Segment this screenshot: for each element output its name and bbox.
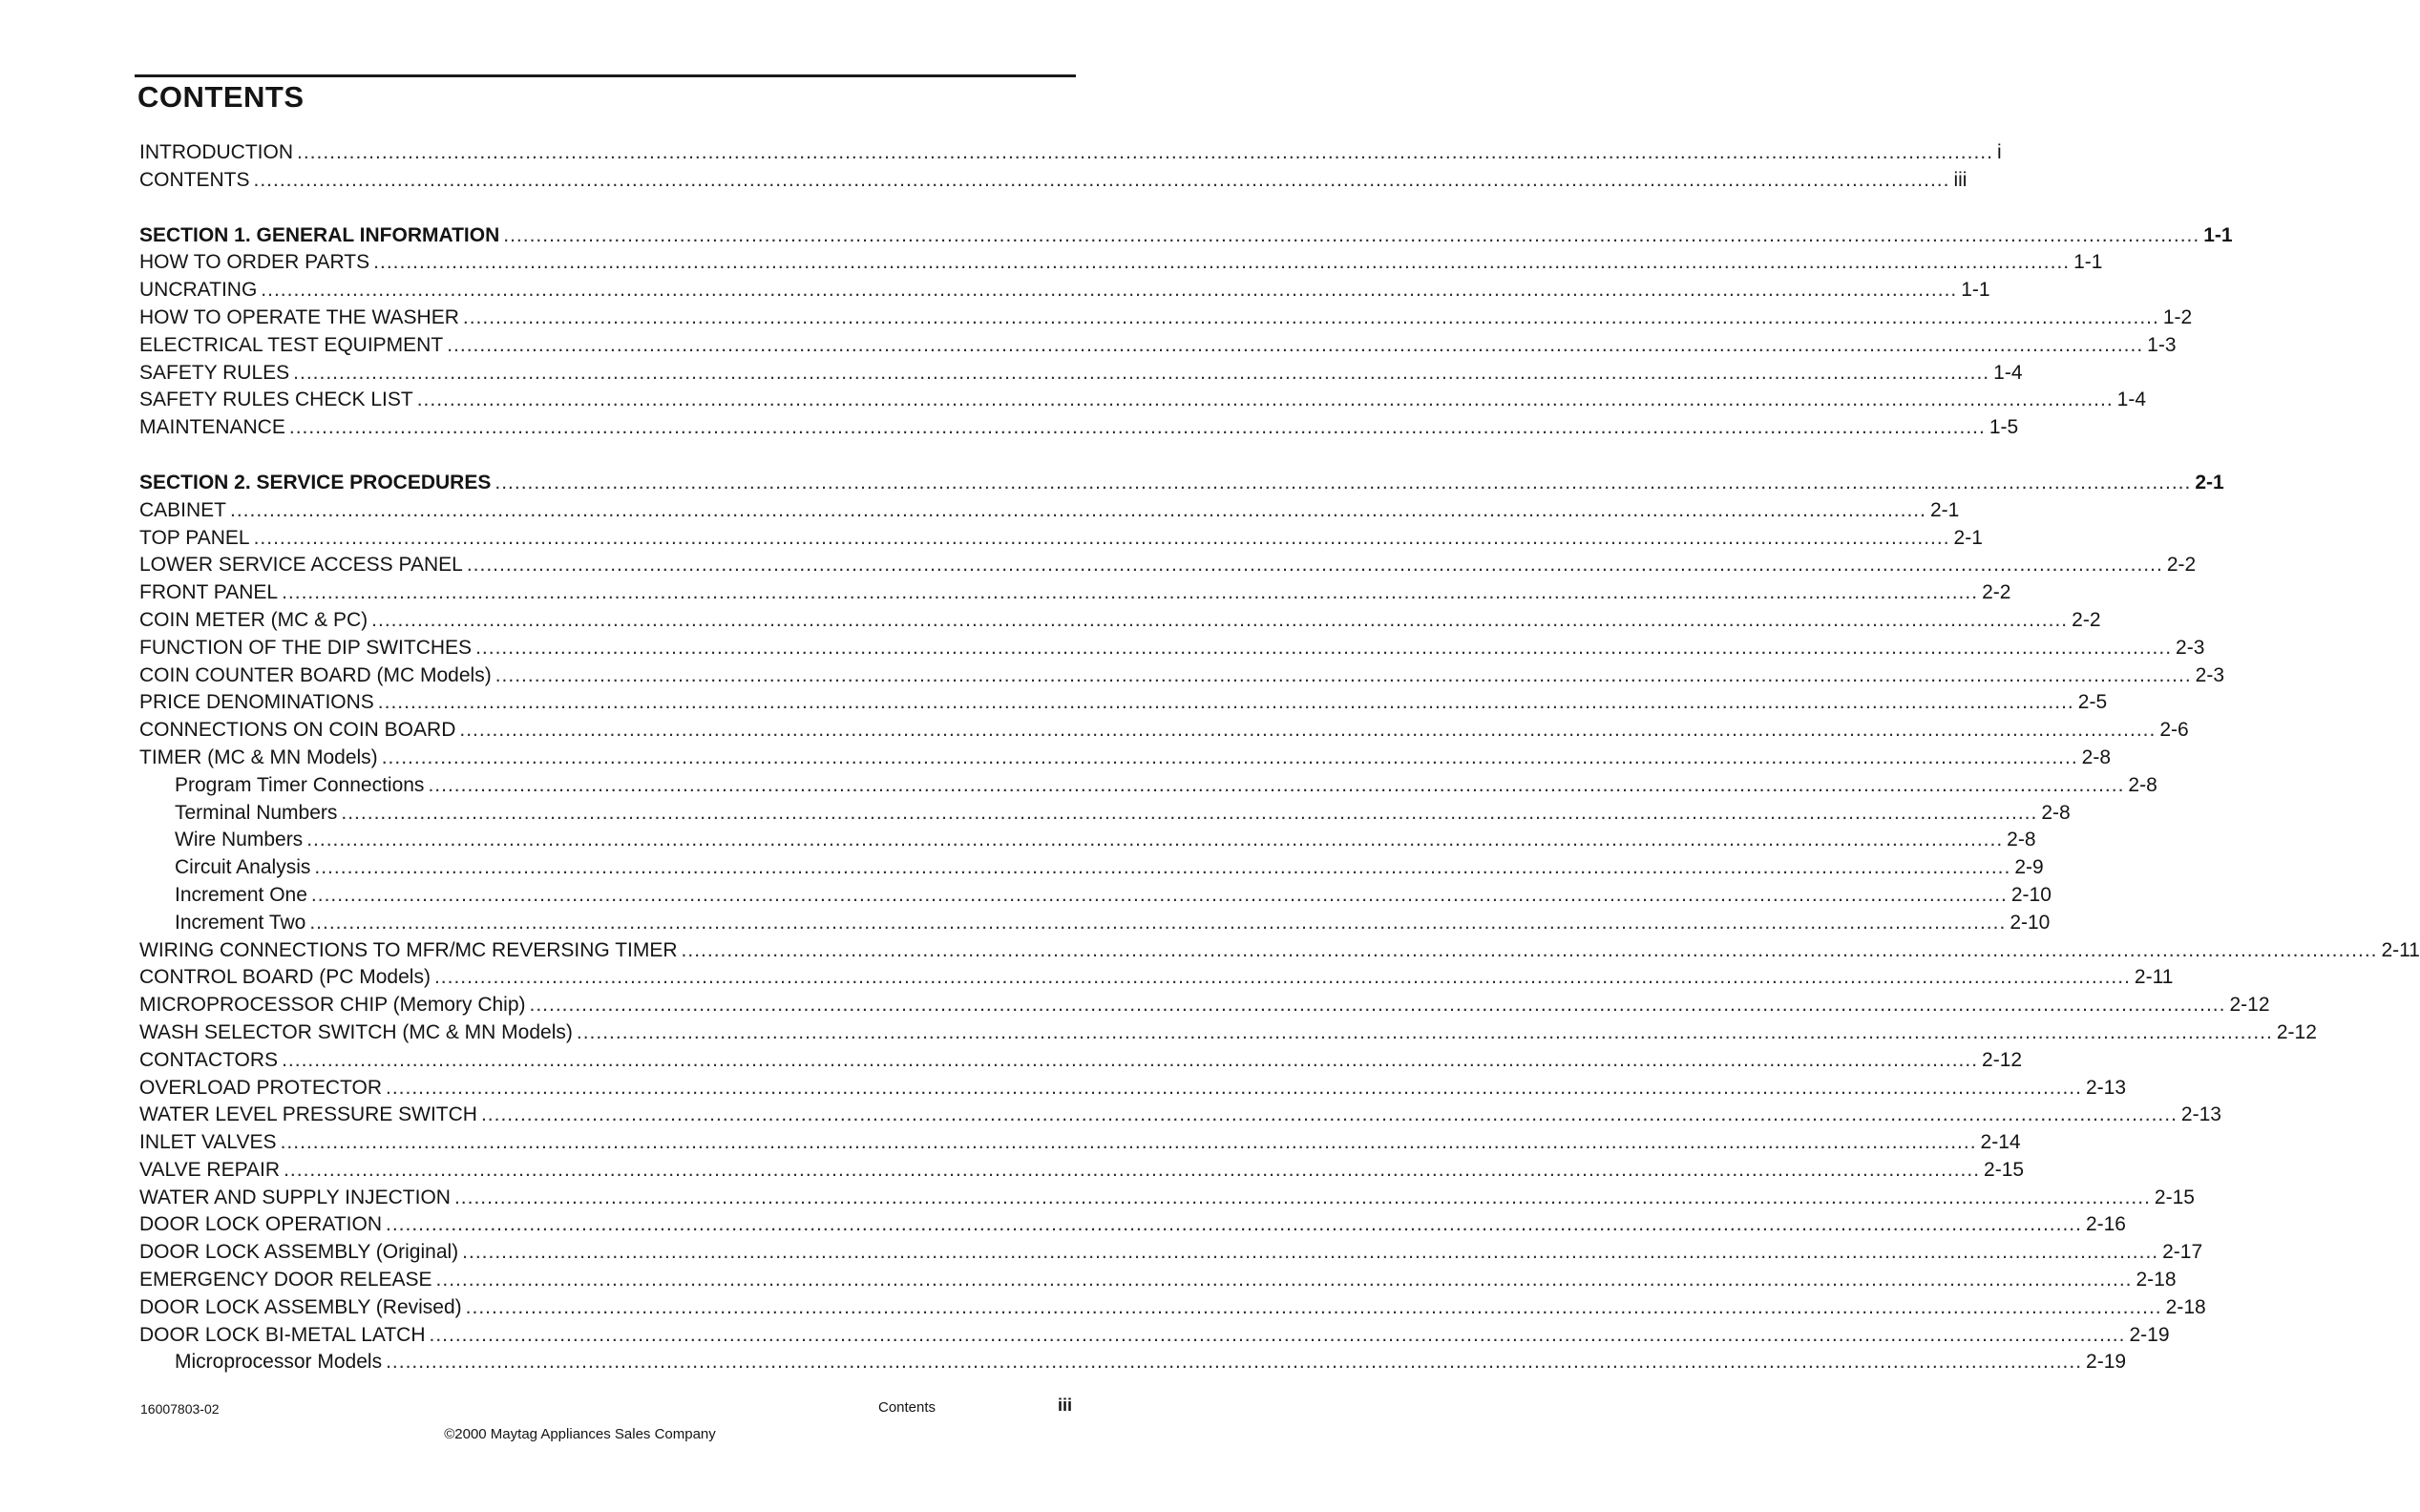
toc-entry-label: PRICE DENOMINATIONS	[139, 691, 374, 714]
toc-entry-page: 2-1	[1929, 498, 1960, 521]
toc-entry-page: 2-15	[1984, 1158, 2025, 1181]
dot-leader: ....................................................................................................................................................................................................................................................................	[371, 608, 2069, 631]
toc-entry	[139, 1129, 2021, 1157]
toc-entry-page: 2-13	[2085, 1076, 2126, 1099]
dot-leader: ....................................................................................................................................................................................................................................................................	[282, 581, 1979, 604]
toc-entry-page: 2-8	[2081, 746, 2112, 768]
toc-entry-label: Microprocessor Models	[175, 1351, 383, 1374]
toc-entry-label: DOOR LOCK ASSEMBLY (Revised)	[139, 1295, 462, 1318]
toc-entry-label: CONTENTS	[139, 168, 250, 191]
toc-entry-page: 2-2	[2166, 554, 2197, 577]
toc-entry-page: 2-19	[2086, 1351, 2127, 1374]
toc-entry	[139, 607, 2101, 635]
toc-entry	[139, 360, 2023, 388]
dot-leader: ....................................................................................................................................................................................................................................................................	[385, 1213, 2082, 1236]
toc-entry-label: WASH SELECTOR SWITCH (MC & MN Models)	[139, 1020, 573, 1043]
toc-entry	[139, 277, 1990, 304]
toc-entry-page: 2-12	[1982, 1048, 2023, 1071]
toc-entry-label: CONTROL BOARD (PC Models)	[139, 966, 431, 989]
dot-leader: ....................................................................................................................................................................................................................................................................	[480, 1103, 2178, 1126]
toc-entry-label: FRONT PANEL	[139, 581, 279, 604]
page-number: iii	[1058, 1396, 1073, 1415]
dot-leader: ....................................................................................................................................................................................................................................................................	[447, 333, 2144, 356]
toc-entry-label: SAFETY RULES	[139, 361, 290, 384]
toc-entry	[139, 1157, 2025, 1185]
toc-entry	[139, 167, 1968, 195]
toc-entry-label: SECTION 2. SERVICE PROCEDURES	[139, 471, 492, 494]
toc-entry-page: 2-10	[2010, 883, 2052, 906]
dot-leader: ....................................................................................................................................................................................................................................................................	[416, 388, 2114, 411]
toc-entry	[139, 1211, 2126, 1239]
dot-leader: ....................................................................................................................................................................................................................................................................	[435, 1269, 2133, 1292]
toc-entry	[139, 964, 2174, 992]
dot-leader: ....................................................................................................................................................................................................................................................................	[282, 1048, 1979, 1071]
toc-entry-label: WATER AND SUPPLY INJECTION	[139, 1186, 451, 1208]
toc-entry-page: 1-1	[2203, 223, 2233, 246]
toc-entry-label: WIRING CONNECTIONS TO MFR/MC REVERSING TIMER	[139, 938, 678, 961]
toc-entry-label: MICROPROCESSOR CHIP (Memory Chip)	[139, 994, 526, 1017]
toc-entry-page: 2-8	[2128, 773, 2157, 796]
toc-entry	[139, 854, 2044, 882]
toc-entry-page: 2-16	[2085, 1213, 2126, 1236]
toc-entry-label: INLET VALVES	[139, 1131, 277, 1154]
toc-entry-label: HOW TO OPERATE THE WASHER	[139, 305, 459, 328]
toc-entry	[139, 1019, 2317, 1047]
dot-leader: ....................................................................................................................................................................................................................................................................	[288, 416, 1986, 439]
toc-entry	[139, 139, 2002, 167]
dot-leader: ....................................................................................................................................................................................................................................................................	[503, 223, 2200, 246]
toc-entry	[139, 1239, 2203, 1267]
toc-entry-page: 1-5	[1989, 416, 2019, 439]
toc-entry	[139, 800, 2071, 828]
dot-leader: ....................................................................................................................................................................................................................................................................	[428, 773, 2125, 796]
dot-leader: ....................................................................................................................................................................................................................................................................	[309, 911, 2007, 934]
toc-entry	[139, 745, 2112, 772]
toc-entry-page: 2-14	[1980, 1131, 2021, 1154]
toc-entry-page: 1-4	[2116, 388, 2147, 411]
toc-entry	[139, 249, 2103, 277]
toc-entry-page: 2-12	[2229, 994, 2270, 1017]
toc-entry-label: SAFETY RULES CHECK LIST	[139, 388, 413, 411]
dot-leader: ....................................................................................................................................................................................................................................................................	[253, 526, 1950, 549]
dot-leader: ....................................................................................................................................................................................................................................................................	[381, 746, 2078, 768]
toc-entry-label: EMERGENCY DOOR RELEASE	[139, 1269, 432, 1292]
toc-entry-page: 2-13	[2180, 1103, 2221, 1126]
toc-entry-page: 2-12	[2276, 1020, 2317, 1043]
dot-leader: ....................................................................................................................................................................................................................................................................	[459, 719, 2157, 742]
toc-entry	[139, 689, 2108, 717]
toc-entry	[139, 1185, 2195, 1212]
toc-entry-page: 2-2	[1982, 581, 2011, 604]
toc-entry-label: Increment One	[175, 883, 307, 906]
toc-entry	[139, 387, 2147, 414]
toc-entry-label: Program Timer Connections	[175, 773, 425, 796]
toc-entry	[139, 304, 2193, 332]
toc-entry-label: DOOR LOCK ASSEMBLY (Original)	[139, 1241, 459, 1264]
toc-entry-page: 2-8	[2041, 801, 2071, 824]
toc-entry-label: SECTION 1. GENERAL INFORMATION	[139, 223, 500, 246]
toc-entry	[139, 525, 1983, 553]
document-number: 16007803-02	[140, 1401, 220, 1417]
dot-leader: ....................................................................................................................................................................................................................................................................	[529, 994, 2226, 1017]
toc-entry	[139, 910, 2051, 937]
copyright-notice: ©2000 Maytag Appliances Sales Company	[444, 1426, 716, 1442]
toc-entry-page: i	[1996, 141, 2002, 163]
dot-leader: ....................................................................................................................................................................................................................................................................	[314, 856, 2011, 879]
dot-leader: ....................................................................................................................................................................................................................................................................	[453, 1186, 2151, 1208]
toc-entry-label: OVERLOAD PROTECTOR	[139, 1076, 382, 1099]
toc-entry-page: 2-9	[2014, 856, 2044, 879]
toc-entry	[139, 1075, 2126, 1102]
toc-entry-label: Terminal Numbers	[175, 801, 338, 824]
toc-entry	[139, 827, 2036, 854]
toc-entry	[139, 552, 2197, 579]
toc-entry	[139, 579, 2011, 607]
toc-entry-label: Increment Two	[175, 911, 306, 934]
toc-entry-page: 2-6	[2159, 719, 2189, 742]
toc-entry-page: 2-1	[1953, 526, 1983, 549]
dot-leader: ....................................................................................................................................................................................................................................................................	[280, 1131, 1977, 1154]
page-title: CONTENTS	[137, 80, 305, 114]
toc-entry	[139, 414, 2019, 442]
toc-entry	[139, 470, 2224, 497]
toc-entry	[139, 717, 2189, 745]
dot-leader: ....................................................................................................................................................................................................................................................................	[230, 498, 1926, 521]
toc-entry	[139, 497, 1960, 525]
toc-entry-page: 2-19	[2129, 1323, 2170, 1346]
dot-leader: ....................................................................................................................................................................................................................................................................	[429, 1323, 2126, 1346]
dot-leader: ....................................................................................................................................................................................................................................................................	[433, 966, 2131, 989]
toc-entry-page: 2-8	[2007, 829, 2036, 851]
toc-entry	[139, 882, 2052, 910]
toc-entry-label: CABINET	[139, 498, 227, 521]
dot-leader: ....................................................................................................................................................................................................................................................................	[341, 801, 2038, 824]
dot-leader: ....................................................................................................................................................................................................................................................................	[284, 1158, 1981, 1181]
toc-entry-label: MAINTENANCE	[139, 416, 285, 439]
dot-leader: ....................................................................................................................................................................................................................................................................	[386, 1076, 2082, 1099]
toc-entry-page: 1-1	[1961, 279, 1990, 302]
toc-entry	[139, 1102, 2221, 1129]
dot-leader: ....................................................................................................................................................................................................................................................................	[293, 361, 1990, 384]
dot-leader: ....................................................................................................................................................................................................................................................................	[681, 938, 2378, 961]
dot-leader: ....................................................................................................................................................................................................................................................................	[386, 1351, 2083, 1374]
toc-entry	[139, 635, 2205, 662]
toc-entry-page: 1-1	[2073, 251, 2103, 274]
toc-entry	[139, 332, 2177, 360]
toc-entry-page: 1-4	[1993, 361, 2023, 384]
header-rule	[135, 74, 1076, 77]
toc-entry	[139, 772, 2157, 800]
toc-entry-label: TIMER (MC & MN Models)	[139, 746, 378, 768]
dot-leader: ....................................................................................................................................................................................................................................................................	[465, 1295, 2162, 1318]
dot-leader: ....................................................................................................................................................................................................................................................................	[495, 471, 2192, 494]
toc-entry	[139, 937, 2420, 965]
toc-entry-label: COIN METER (MC & PC)	[139, 608, 368, 631]
toc-entry-page: 2-3	[2195, 663, 2225, 686]
toc-entry	[139, 1294, 2206, 1322]
toc-entry-page: 2-10	[2010, 911, 2051, 934]
toc-entry-page: iii	[1953, 168, 1968, 191]
toc-entry-label: DOOR LOCK OPERATION	[139, 1213, 382, 1236]
dot-leader: ....................................................................................................................................................................................................................................................................	[466, 554, 2163, 577]
toc-entry-page: 1-2	[2162, 305, 2193, 328]
table-of-contents	[139, 139, 2420, 1376]
toc-entry	[139, 1322, 2170, 1350]
dot-leader: ....................................................................................................................................................................................................................................................................	[297, 141, 1993, 163]
dot-leader: ....................................................................................................................................................................................................................................................................	[377, 691, 2074, 714]
dot-leader: ....................................................................................................................................................................................................................................................................	[475, 636, 2173, 659]
toc-entry-label: Circuit Analysis	[175, 856, 311, 879]
toc-entry-page: 1-3	[2147, 333, 2177, 356]
dot-leader: ....................................................................................................................................................................................................................................................................	[253, 168, 1950, 191]
toc-entry-page: 2-11	[2381, 938, 2420, 961]
toc-entry-page: 2-3	[2176, 636, 2205, 659]
toc-entry-label: CONNECTIONS ON COIN BOARD	[139, 719, 456, 742]
dot-leader: ....................................................................................................................................................................................................................................................................	[462, 1241, 2159, 1264]
toc-entry-label: TOP PANEL	[139, 526, 250, 549]
dot-leader: ....................................................................................................................................................................................................................................................................	[261, 279, 1958, 302]
toc-entry-page: 2-2	[2072, 608, 2101, 631]
toc-entry-label: COIN COUNTER BOARD (MC Models)	[139, 663, 492, 686]
toc-entry-label: HOW TO ORDER PARTS	[139, 251, 370, 274]
toc-entry	[139, 1047, 2023, 1075]
toc-entry	[139, 992, 2270, 1019]
toc-entry-label: Wire Numbers	[175, 829, 304, 851]
toc-entry-label: FUNCTION OF THE DIP SWITCHES	[139, 636, 473, 659]
toc-entry-label: INTRODUCTION	[139, 141, 293, 163]
toc-entry-page: 2-11	[2134, 966, 2174, 989]
toc-entry	[139, 222, 2233, 250]
dot-leader: ....................................................................................................................................................................................................................................................................	[373, 251, 2071, 274]
dot-leader: ....................................................................................................................................................................................................................................................................	[310, 883, 2008, 906]
toc-entry	[139, 662, 2225, 690]
toc-entry-page: 2-15	[2154, 1186, 2195, 1208]
toc-entry	[139, 1267, 2177, 1294]
toc-entry-label: CONTACTORS	[139, 1048, 279, 1071]
toc-entry-label: ELECTRICAL TEST EQUIPMENT	[139, 333, 444, 356]
toc-entry	[139, 1349, 2127, 1376]
toc-entry-page: 2-1	[2195, 471, 2224, 494]
dot-leader: ....................................................................................................................................................................................................................................................................	[306, 829, 2004, 851]
toc-entry-label: UNCRATING	[139, 279, 258, 302]
toc-entry-page: 2-18	[2136, 1269, 2177, 1292]
toc-entry-label: LOWER SERVICE ACCESS PANEL	[139, 554, 463, 577]
toc-entry-label: DOOR LOCK BI-METAL LATCH	[139, 1323, 426, 1346]
toc-entry-label: VALVE REPAIR	[139, 1158, 281, 1181]
dot-leader: ....................................................................................................................................................................................................................................................................	[495, 663, 2192, 686]
dot-leader: ....................................................................................................................................................................................................................................................................	[576, 1020, 2273, 1043]
toc-entry-page: 2-18	[2165, 1295, 2206, 1318]
toc-entry-page: 2-17	[2162, 1241, 2203, 1264]
toc-entry-label: WATER LEVEL PRESSURE SWITCH	[139, 1103, 477, 1126]
dot-leader: ....................................................................................................................................................................................................................................................................	[462, 305, 2159, 328]
footer-section-label: Contents	[878, 1399, 936, 1416]
toc-entry-page: 2-5	[2077, 691, 2108, 714]
